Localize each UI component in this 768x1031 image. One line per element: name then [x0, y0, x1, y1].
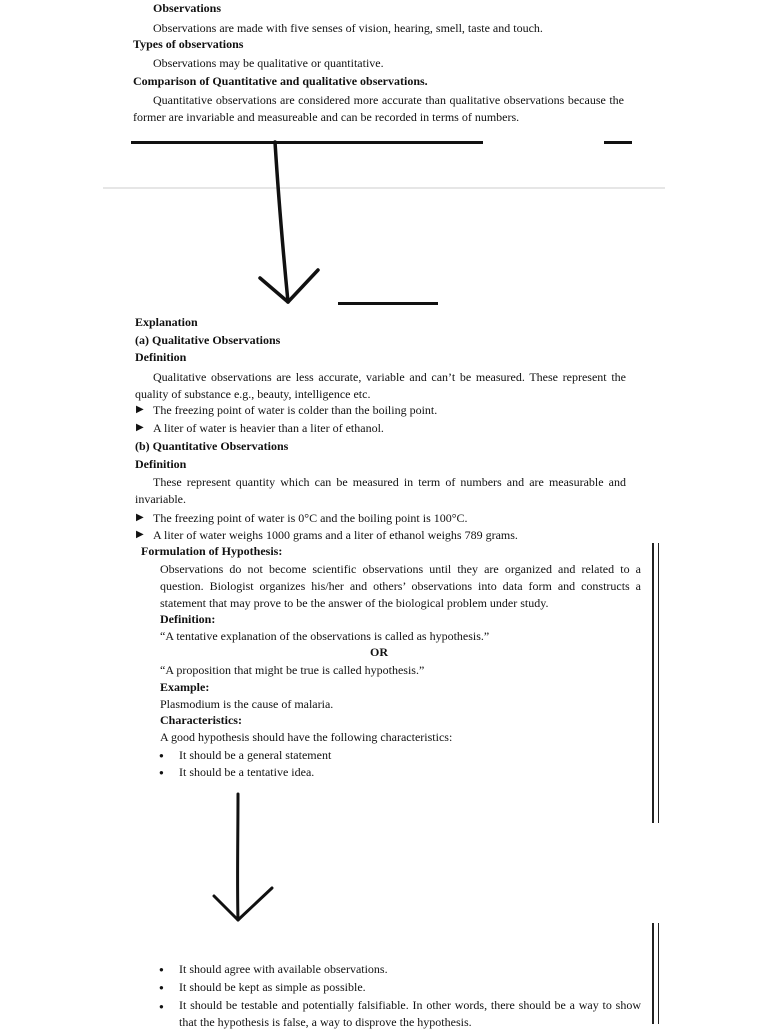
- qualitative-example-item: ▶ A liter of water is heavier than a liter of ethanol.: [153, 421, 384, 435]
- formulation-paragraph: Observations do not become scientific observations until they are organized and related to a question. Biologist organizes his/her and others’ observations into data form and constructs a statement that may prove to be the answer of the biological problem under study.: [160, 562, 641, 610]
- heading-definition-a: Definition: [135, 350, 187, 364]
- quantitative-example-item: ▶ The freezing point of water is 0°C and the boiling point is 100°C.: [153, 511, 468, 525]
- scan-border-line: [658, 923, 659, 1024]
- heading-explanation: Explanation: [135, 315, 198, 329]
- hypothesis-quote-1: “A tentative explanation of the observations is called as hypothesis.”: [160, 629, 490, 643]
- characteristic-item: ● It should agree with available observations.: [179, 962, 388, 976]
- heading-characteristics: Characteristics:: [160, 713, 242, 727]
- characteristic-item: ● It should be testable and potentially falsifiable. In other words, there should be a way to show that the hypothesis is false, a way to disprove the hypothesis.: [179, 997, 641, 1031]
- qualitative-example-item: ▶ The freezing point of water is colder than the boiling point.: [153, 403, 437, 417]
- quantitative-definition-paragraph: These represent quantity which can be measured in term of numbers and are measurable and invariable.: [135, 475, 626, 506]
- comparison-paragraph: Quantitative observations are considered more accurate than qualitative observations because the former are invariable and measureable and can be recorded in terms of numbers.: [133, 93, 624, 124]
- handwritten-dash: [338, 302, 438, 305]
- characteristics-intro: A good hypothesis should have the following characteristics:: [160, 730, 453, 744]
- heading-example: Example:: [160, 680, 210, 694]
- heading-observations: Observations: [153, 1, 222, 15]
- types-text: Observations may be qualitative or quantitative.: [153, 56, 384, 70]
- handwritten-underline-short: [604, 141, 632, 144]
- page-divider: [103, 187, 665, 189]
- hypothesis-quote-2: “A proposition that might be true is called hypothesis.”: [160, 663, 425, 677]
- heading-types-of-observations: Types of observations: [133, 37, 244, 51]
- scan-border-line: [652, 923, 654, 1024]
- scan-border-line: [658, 543, 659, 823]
- heading-formulation-of-hypothesis: Formulation of Hypothesis:: [141, 544, 283, 558]
- heading-qualitative-observations: (a) Qualitative Observations: [135, 333, 281, 347]
- senses-text: Observations are made with five senses of vision, hearing, smell, taste and touch.: [153, 21, 543, 35]
- heading-comparison: Comparison of Quantitative and qualitative observations.: [133, 74, 428, 88]
- qualitative-definition-paragraph: Qualitative observations are less accurate, variable and can’t be measured. These represent the quality of substance e.g., beauty, intelligence etc.: [135, 370, 626, 401]
- heading-definition-hypothesis: Definition:: [160, 612, 216, 626]
- characteristic-item: ● It should be kept as simple as possible.: [179, 980, 366, 994]
- characteristic-item: ● It should be a tentative idea.: [179, 765, 314, 779]
- scan-border-line: [652, 543, 654, 823]
- or-label: OR: [370, 645, 388, 659]
- handwritten-arrow-icon: [250, 140, 330, 310]
- example-text: Plasmodium is the cause of malaria.: [160, 697, 334, 711]
- heading-quantitative-observations: (b) Quantitative Observations: [135, 439, 289, 453]
- quantitative-example-item: ▶ A liter of water weighs 1000 grams and a liter of ethanol weighs 789 grams.: [153, 528, 518, 542]
- characteristic-item: ● It should be a general statement: [179, 748, 331, 762]
- heading-definition-b: Definition: [135, 457, 187, 471]
- handwritten-arrow-icon: [210, 792, 280, 932]
